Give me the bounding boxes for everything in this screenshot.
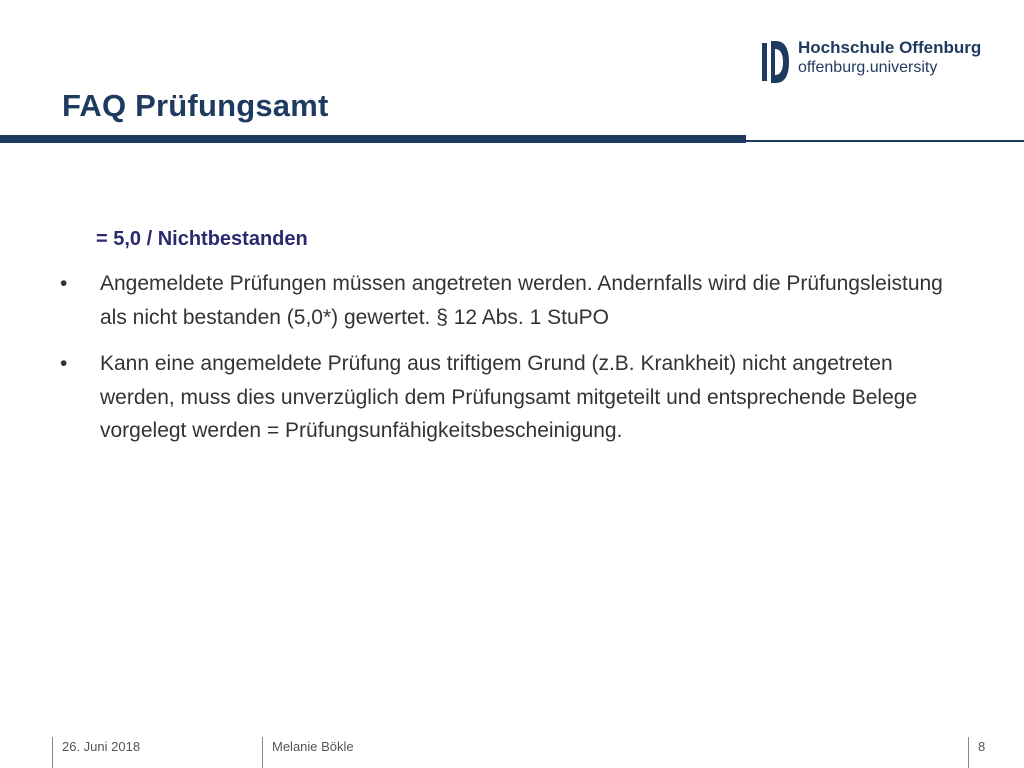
bullet-item xyxy=(60,347,960,448)
title-divider-thick xyxy=(0,135,746,143)
footer-separator xyxy=(968,737,969,768)
bullet-dot-icon: • xyxy=(60,272,68,295)
footer-author: Melanie Bökle xyxy=(272,739,354,754)
title-divider-thin xyxy=(746,140,1024,142)
bullet-item xyxy=(60,267,960,334)
bullet-list xyxy=(60,267,960,448)
logo-domain: offenburg.university xyxy=(798,59,938,76)
footer-separator xyxy=(52,737,53,768)
university-logo xyxy=(762,37,1002,87)
footer-separator xyxy=(262,737,263,768)
logo-name: Hochschule Offenburg xyxy=(798,38,982,57)
logo-mark-icon xyxy=(762,39,790,85)
bullet-text: Kann eine angemeldete Prüfung aus triftigem Grund (z.B. Krankheit) nicht angetreten werden, muss dies unverzüglich dem Prüfungsamt mitgeteilt und entsprechende Belege vorgelegt werden = Prüfungsunfähigkeitsbescheinigung. xyxy=(100,352,918,443)
footer-page-number: 8 xyxy=(978,739,986,754)
bullet-dot-icon: • xyxy=(60,352,68,376)
grade-line: = 5,0 / Nichtbestanden xyxy=(96,228,308,250)
footer-date: 26. Juni 2018 xyxy=(62,739,141,754)
slide-title: FAQ Prüfungsamt xyxy=(62,88,329,123)
slide-content xyxy=(60,228,960,461)
bullet-text: Angemeldete Prüfungen müssen angetreten werden. Andernfalls wird die Prüfungsleistung als nicht bestanden (5,0*) gewertet. § 12 Abs. 1 StuPO xyxy=(100,272,943,329)
